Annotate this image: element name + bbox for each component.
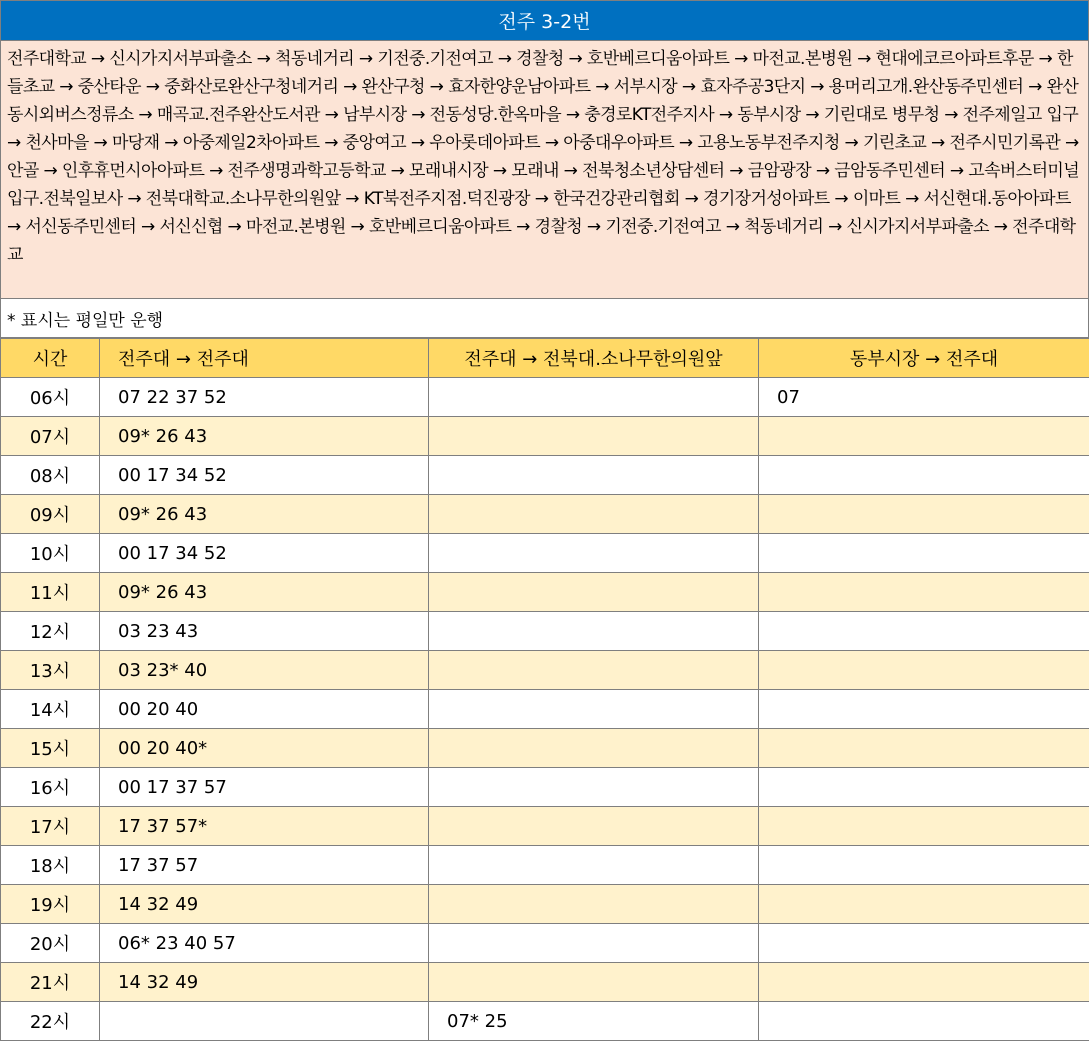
hour-cell: 07시 [1, 417, 100, 456]
to-jeonbukdae-times-cell [429, 885, 759, 924]
hour-cell: 19시 [1, 885, 100, 924]
table-row [1, 729, 1089, 768]
hour-cell: 06시 [1, 378, 100, 417]
dongbu-market-times-cell [759, 534, 1089, 573]
jeonjudae-loop-times-cell: 07 22 37 52 [100, 378, 429, 417]
jeonjudae-loop-times-cell: 03 23* 40 [100, 651, 429, 690]
to-jeonbukdae-times-cell [429, 729, 759, 768]
jeonjudae-loop-times-cell: 17 37 57 [100, 846, 429, 885]
jeonjudae-loop-times-cell: 00 20 40* [100, 729, 429, 768]
table-row [1, 534, 1089, 573]
to-jeonbukdae-times-cell [429, 768, 759, 807]
jeonjudae-loop-times-cell [100, 1002, 429, 1041]
table-row [1, 456, 1089, 495]
hour-cell: 13시 [1, 651, 100, 690]
table-row [1, 924, 1089, 963]
hour-cell: 21시 [1, 963, 100, 1002]
to-jeonbukdae-times-cell [429, 651, 759, 690]
jeonjudae-loop-times-cell: 00 20 40 [100, 690, 429, 729]
jeonjudae-loop-times-cell: 06* 23 40 57 [100, 924, 429, 963]
dongbu-market-times-cell: 07 [759, 378, 1089, 417]
table-row [1, 495, 1089, 534]
table-row [1, 768, 1089, 807]
hour-cell: 11시 [1, 573, 100, 612]
table-row [1, 963, 1089, 1002]
header-row [1, 339, 1089, 378]
dongbu-market-times-cell [759, 651, 1089, 690]
to-jeonbukdae-times-cell [429, 846, 759, 885]
table-row [1, 846, 1089, 885]
dongbu-market-times-cell [759, 690, 1089, 729]
dongbu-market-times-cell [759, 495, 1089, 534]
timetable [0, 338, 1089, 1041]
weekday-only-note: * 표시는 평일만 운행 [0, 298, 1089, 338]
hour-cell: 10시 [1, 534, 100, 573]
jeonjudae-loop-times-cell: 17 37 57* [100, 807, 429, 846]
to-jeonbukdae-times-cell [429, 963, 759, 1002]
table-row [1, 651, 1089, 690]
hour-cell: 22시 [1, 1002, 100, 1041]
dongbu-market-times-cell [759, 807, 1089, 846]
hour-cell: 16시 [1, 768, 100, 807]
jeonjudae-loop-times-cell: 09* 26 43 [100, 417, 429, 456]
dongbu-market-times-cell [759, 885, 1089, 924]
hour-cell: 12시 [1, 612, 100, 651]
dongbu-market-times-cell [759, 573, 1089, 612]
hour-cell: 08시 [1, 456, 100, 495]
hour-cell: 09시 [1, 495, 100, 534]
table-row [1, 417, 1089, 456]
header-to-jeonbukdae: 전주대 → 전북대.소나무한의원앞 [429, 339, 759, 378]
route-stops-description: 전주대학교 → 신시가지서부파출소 → 척동네거리 → 기전중.기전여고 → 경찰청 → 호반베르디움아파트 → 마전교.본병원 → 현대에코르아파트후문 → 한들초교 → 중산타운 → 중화산로완산구청네거리 → 완산구청 → 효자한양운남아파트 → 서부시장 → 효자주공3단지 → 용머리고개.완산동주민센터 → 완산동시외버스정류소 → 매곡교.전주완산도서관 → 남부시장 → 전동성당.한옥마을 → 충경로KT전주지사 → 동부시장 → 기린대로 병무청 → 전주제일고 입구 → 천사마을 → 마당재 → 아중제일2차아파트 → 중앙여고 → 우아롯데아파트 → 아중대우아파트 → 고용노동부전주지청 → 기린초교 → 전주시민기록관 → 안골 → 인후휴먼시아아파트 → 전주생명과학고등학교 → 모래내시장 → 모래내 → 전북청소년상담센터 → 금암광장 → 금암동주민센터 → 고속버스터미널입구.전북일보사 → 전북대학교.소나무한의원앞 → KT북전주지점.덕진광장 → 한국건강관리협회 → 경기장거성아파트 → 이마트 → 서신현대.동아아파트 → 서신동주민센터 → 서신신협 → 마전교.본병원 → 호반베르디움아파트 → 경찰청 → 기전중.기전여고 → 척동네거리 → 신시가지서부파출소 → 전주대학교 [0, 41, 1089, 298]
to-jeonbukdae-times-cell [429, 378, 759, 417]
dongbu-market-times-cell [759, 612, 1089, 651]
dongbu-market-times-cell [759, 1002, 1089, 1041]
table-row [1, 573, 1089, 612]
jeonjudae-loop-times-cell: 00 17 37 57 [100, 768, 429, 807]
hour-cell: 15시 [1, 729, 100, 768]
header-jeonjudae-loop: 전주대 → 전주대 [100, 339, 429, 378]
dongbu-market-times-cell [759, 924, 1089, 963]
hour-cell: 18시 [1, 846, 100, 885]
dongbu-market-times-cell [759, 768, 1089, 807]
to-jeonbukdae-times-cell: 07* 25 [429, 1002, 759, 1041]
dongbu-market-times-cell [759, 456, 1089, 495]
jeonjudae-loop-times-cell: 14 32 49 [100, 885, 429, 924]
jeonjudae-loop-times-cell: 03 23 43 [100, 612, 429, 651]
table-row [1, 690, 1089, 729]
to-jeonbukdae-times-cell [429, 417, 759, 456]
to-jeonbukdae-times-cell [429, 924, 759, 963]
hour-cell: 20시 [1, 924, 100, 963]
to-jeonbukdae-times-cell [429, 495, 759, 534]
dongbu-market-times-cell [759, 729, 1089, 768]
to-jeonbukdae-times-cell [429, 690, 759, 729]
header-hour: 시간 [1, 339, 100, 378]
dongbu-market-times-cell [759, 846, 1089, 885]
to-jeonbukdae-times-cell [429, 612, 759, 651]
jeonjudae-loop-times-cell: 00 17 34 52 [100, 456, 429, 495]
table-row [1, 378, 1089, 417]
to-jeonbukdae-times-cell [429, 456, 759, 495]
jeonjudae-loop-times-cell: 00 17 34 52 [100, 534, 429, 573]
jeonjudae-loop-times-cell: 09* 26 43 [100, 495, 429, 534]
table-row [1, 885, 1089, 924]
hour-cell: 17시 [1, 807, 100, 846]
jeonjudae-loop-times-cell: 09* 26 43 [100, 573, 429, 612]
dongbu-market-times-cell [759, 963, 1089, 1002]
to-jeonbukdae-times-cell [429, 573, 759, 612]
header-dongbu-market: 동부시장 → 전주대 [759, 339, 1089, 378]
route-title: 전주 3-2번 [0, 0, 1089, 41]
jeonjudae-loop-times-cell: 14 32 49 [100, 963, 429, 1002]
hour-cell: 14시 [1, 690, 100, 729]
table-row [1, 1002, 1089, 1041]
table-row [1, 612, 1089, 651]
table-row [1, 807, 1089, 846]
dongbu-market-times-cell [759, 417, 1089, 456]
to-jeonbukdae-times-cell [429, 534, 759, 573]
to-jeonbukdae-times-cell [429, 807, 759, 846]
